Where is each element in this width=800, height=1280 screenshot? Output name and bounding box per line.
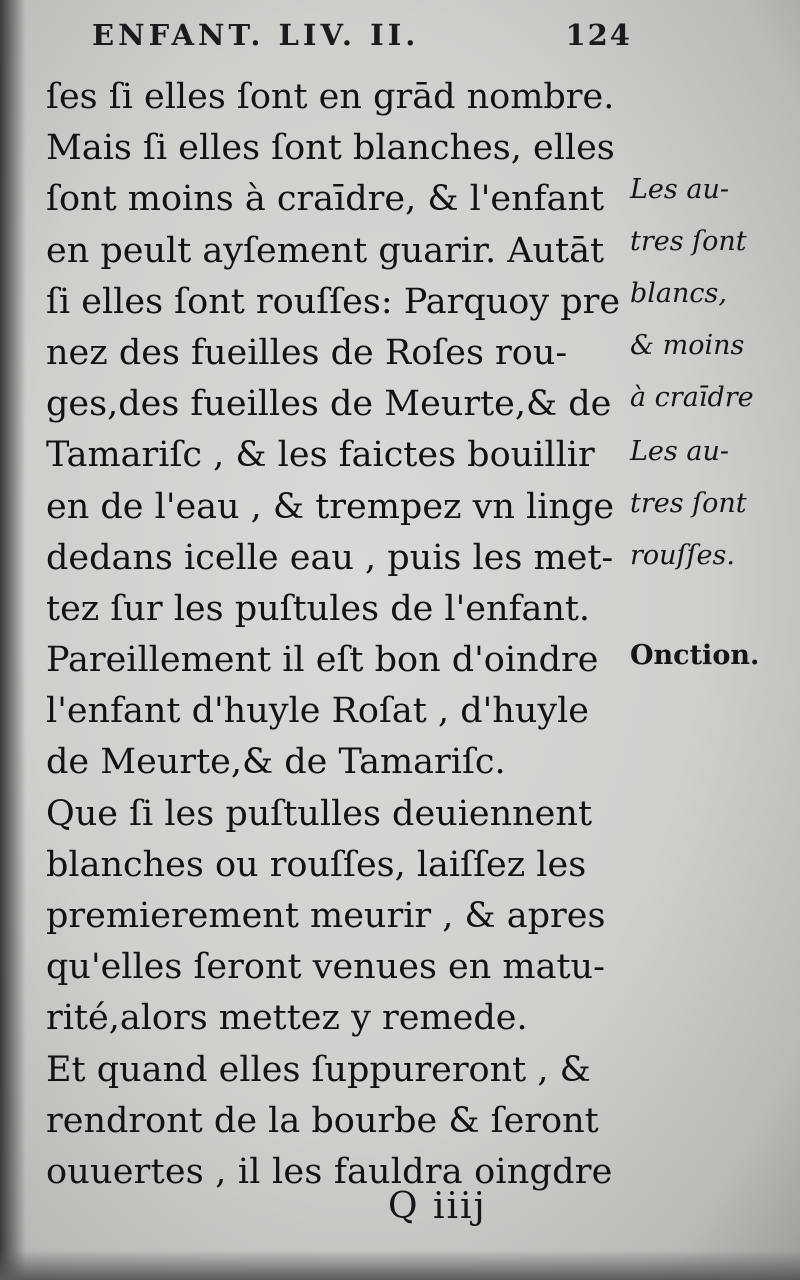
text-line: tez ſur les puſtules de l'enfant. — [46, 588, 591, 629]
page-bottom-shadow — [0, 1250, 800, 1280]
text-line: Tamariſc , & les faictes bouillir — [46, 435, 595, 476]
running-head — [92, 18, 632, 62]
page-number: 124 — [565, 18, 632, 52]
text-line: Mais ſi elles ſont blanches, elles — [46, 128, 615, 169]
margin-note: tres ſont — [630, 488, 747, 519]
margin-note: Onction. — [630, 640, 760, 671]
text-line: ſi elles ſont rouſſes: Parquoy pre — [46, 281, 621, 322]
margin-note: Les au- — [630, 436, 729, 467]
page-gutter-shadow — [0, 0, 26, 1280]
text-line: dedans icelle eau , puis les met- — [46, 537, 614, 578]
signature-mark: Q iiij — [388, 1186, 487, 1227]
text-line: en peult ayſement guarir. Autāt — [46, 230, 605, 271]
margin-note: Les au- — [630, 174, 729, 205]
text-line: ges,des fueilles de Meurte,& de — [46, 384, 612, 425]
running-head-title: ENFANT. LIV. II. — [92, 18, 420, 52]
text-line: rité,alors mettez y remede. — [46, 998, 528, 1039]
text-line: Pareillement il eſt bon d'oindre — [46, 640, 599, 681]
text-line: l'enfant d'huyle Roſat , d'huyle — [46, 691, 590, 732]
text-line: ouuertes , il les fauldra oingdre — [46, 1151, 613, 1192]
text-line: en de l'eau , & trempez vn linge — [46, 486, 615, 527]
text-line: qu'elles ſeront venues en matu- — [46, 947, 605, 988]
text-line: ſes ſi elles ſont en grād nombre. — [46, 77, 615, 117]
text-line: premierement meurir , & apres — [46, 896, 606, 936]
margin-note: rouſſes. — [630, 540, 735, 571]
text-line: rendront de la bourbe & ſeront — [46, 1100, 599, 1141]
margin-note: à craīdre — [630, 382, 754, 413]
margin-note: & moins — [630, 330, 745, 361]
text-line: Et quand elles ſuppureront , & — [46, 1049, 591, 1090]
margin-note: blancs, — [630, 278, 727, 309]
text-line: blanches ou rouſſes, laiſſez les — [46, 844, 587, 885]
text-line: ſont moins à craīdre, & l'enfant — [46, 179, 605, 220]
text-line: nez des fueilles de Roſes rou- — [46, 332, 568, 373]
body-text — [46, 72, 626, 1198]
text-line: de Meurte,& de Tamariſc. — [46, 742, 506, 783]
margin-note: tres ſont — [630, 226, 747, 257]
text-line: Que ſi les puſtulles deuiennent — [46, 793, 593, 834]
